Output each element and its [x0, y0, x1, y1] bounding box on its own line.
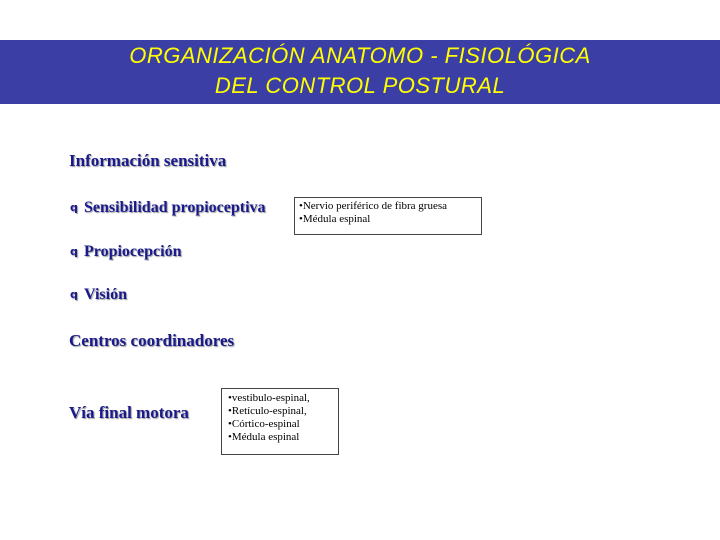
- motor-box: [221, 388, 339, 455]
- title-line-2: DEL CONTROL POSTURAL: [214, 73, 506, 98]
- bullet-marker-icon: q: [70, 288, 78, 301]
- title-bar: [0, 40, 720, 104]
- coordination-heading: Centros coordinadores: [69, 331, 235, 350]
- motor-box-line-2: •Retículo-espinal,: [228, 405, 307, 417]
- bullet-propiocepcion: [70, 243, 181, 261]
- bullet-sensibilidad-label: Sensibilidad propioceptiva: [84, 199, 266, 216]
- motor-box-line-3: •Córtico-espinal: [228, 418, 300, 430]
- bullet-vision: [70, 286, 127, 304]
- title-line-1: ORGANIZACIÓN ANATOMO - FISIOLÓGICA: [129, 43, 591, 68]
- bullet-vision-label: Visión: [84, 286, 127, 303]
- bullet-propiocepcion-label: Propiocepción: [84, 243, 182, 260]
- sensitivity-box-line-1: •Nervio periférico de fibra gruesa: [299, 200, 448, 212]
- sensitivity-box: [294, 197, 482, 235]
- sensitivity-box-line-2: •Médula espinal: [299, 213, 371, 225]
- sensory-heading: Información sensitiva: [69, 151, 227, 170]
- bullet-marker-icon: q: [70, 245, 78, 258]
- motor-box-line-4: •Médula espinal: [228, 431, 300, 443]
- motor-label: Vía final motora: [69, 403, 189, 422]
- bullet-marker-icon: q: [70, 201, 78, 214]
- bullet-sensibilidad: [70, 199, 266, 217]
- motor-box-line-1: •vestibulo-espinal,: [228, 392, 310, 404]
